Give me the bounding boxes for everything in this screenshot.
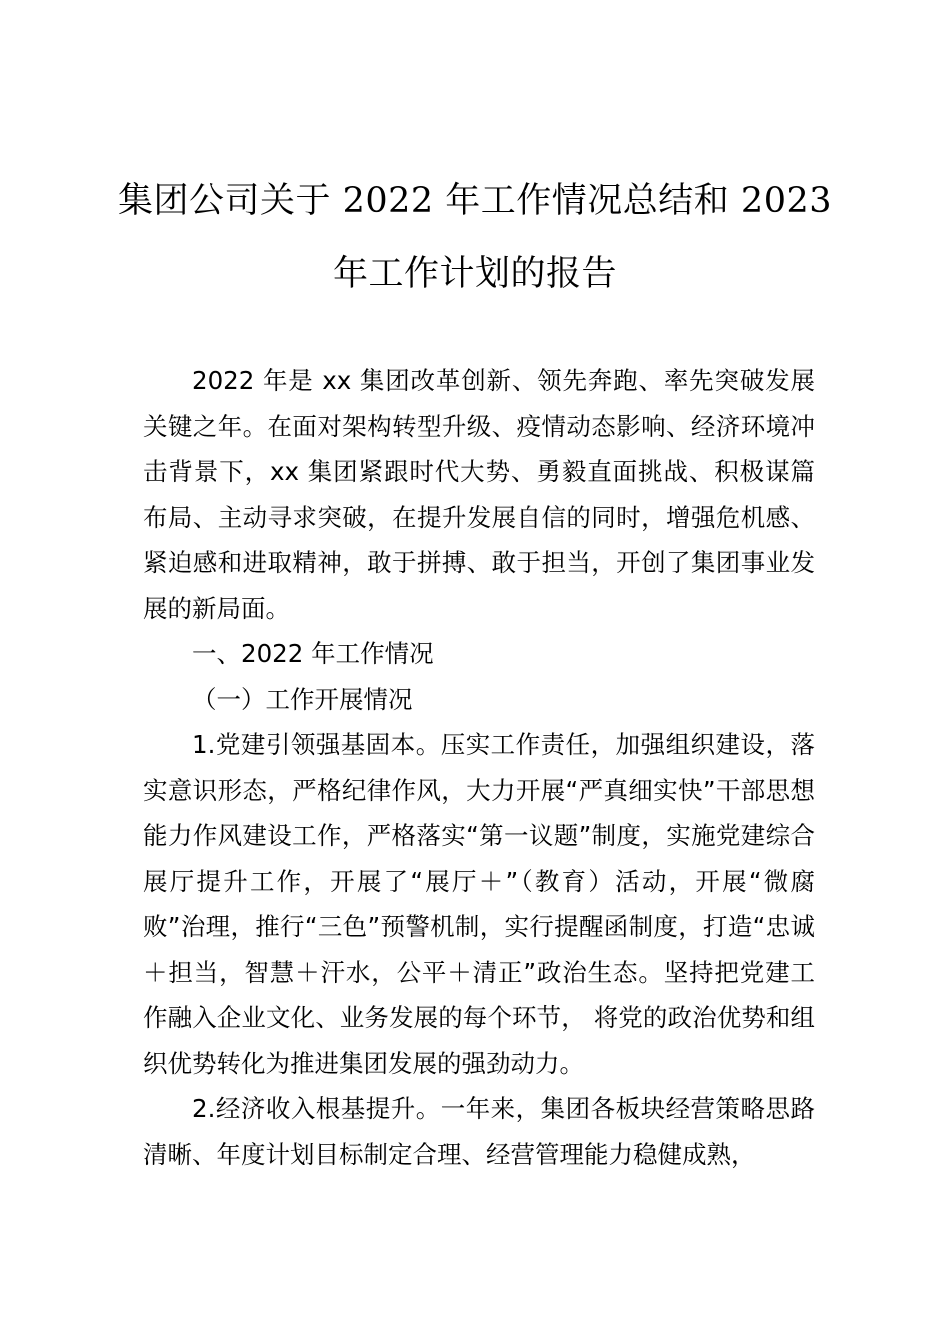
item-paragraph-2: 2.经济收入根基提升。一年来，集团各板块经营策略思路清晰、年度计划目标制定合理、经营管理能力稳健成熟， [143,1094,815,1169]
document-title-line-2: 年工作计划的报告 [332,254,617,294]
subsection-heading: （一）工作开展情况 [192,684,413,714]
intro-paragraph: 2022 年是 xx 集团改革创新、领先奔跑、率先突破发展关键之年。在面对架构转型升级、疫情动态影响、经济环境冲击背景下，xx 集团紧跟时代大势、勇毅直面挑战、积极谋篇布局、主动寻求突破，在提升发展自信的同时，增强危机感、紧迫感和进取精神，敢于拼搏、敢于担当，开创了集团事业发展的新局面。 [143,366,815,623]
document-body [143,358,815,1177]
item-paragraph-1: 1.党建引领强基固本。压实工作责任，加强组织建设，落实意识形态，严格纪律作风，大力开展“严真细实快”干部思想能力作风建设工作，严格落实“第一议题”制度，实施党建综合展厅提升工作，开展了“展厅＋”（教育）活动，开展“微腐败”治理，推行“三色”预警机制，实行提醒函制度，打造“忠诚＋担当，智慧＋汗水，公平＋清正”政治生态。坚持把党建工作融入企业文化、业务发展的每个环节， 将党的政治优势和组织优势转化为推进集团发展的强劲动力。 [143,730,815,1078]
section-heading: 一、2022 年工作情况 [192,639,434,668]
document-title-line-1: 集团公司关于 2022 年工作情况总结和 2023 [117,181,833,221]
